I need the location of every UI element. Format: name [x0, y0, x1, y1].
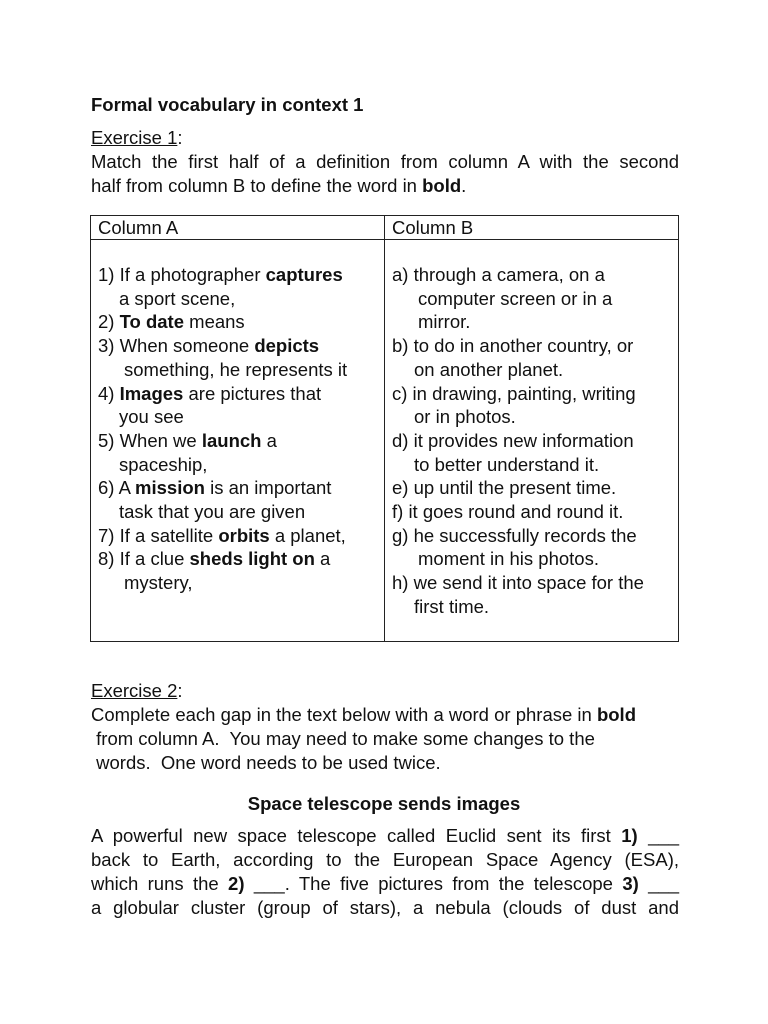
- column-a-item: 4) Images are pictures that: [98, 382, 322, 404]
- story-text: [91, 824, 679, 920]
- story-line: [91, 848, 679, 872]
- column-a-item-cont: mystery,: [124, 572, 193, 594]
- exercise1-instructions: [91, 150, 679, 198]
- exercise2-label: Exercise 2: [91, 680, 178, 701]
- story-line: [91, 872, 679, 896]
- column-b-item: c) in drawing, painting, writing: [392, 382, 636, 404]
- story-text-run: which runs the: [91, 873, 229, 894]
- column-b-item-cont: or in photos.: [414, 406, 516, 428]
- exercise2-line-1: Complete each gap in the text below with a word or phrase in bold: [91, 704, 636, 725]
- exercise1-colon: :: [177, 127, 183, 148]
- column-b-item: h) we send it into space for the: [392, 572, 644, 594]
- story-text-run: ___. The five pictures from the telescope: [244, 873, 623, 894]
- story-text-run: ___: [638, 873, 679, 894]
- exercise1-heading: [91, 127, 183, 149]
- gap-number: 3): [622, 873, 639, 894]
- gap-number: 2): [228, 873, 245, 894]
- story-title: Space telescope sends images: [247, 793, 521, 814]
- matching-table: [90, 215, 679, 642]
- column-a-item: 7) If a satellite orbits a planet,: [98, 524, 346, 546]
- page-title: Formal vocabulary in context 1: [91, 94, 364, 115]
- column-a-cell: [91, 240, 385, 642]
- column-b-item: e) up until the present time.: [392, 477, 617, 499]
- column-b-item: f) it goes round and round it.: [392, 501, 624, 523]
- column-b-item: d) it provides new information: [392, 429, 634, 451]
- exercise2-line-3: words. One word needs to be used twice.: [91, 752, 441, 773]
- column-a-item: 3) When someone depicts: [98, 335, 320, 357]
- column-a-item: 8) If a clue sheds light on a: [98, 548, 331, 570]
- exercise2-line-2: from column A. You may need to make some changes to the: [91, 728, 595, 749]
- column-b-cell: [385, 240, 679, 642]
- column-a-item: 1) If a photographer captures: [98, 264, 343, 285]
- column-b-item: b) to do in another country, or: [392, 335, 634, 357]
- column-a-item-cont: a sport scene,: [119, 287, 236, 309]
- column-a-item: 6) A mission is an important: [98, 477, 332, 499]
- exercise2-heading: [91, 680, 183, 702]
- instruction-line-1: Match the first half of a definition from column A with the second: [91, 151, 679, 172]
- exercise2-instructions: [91, 703, 679, 775]
- exercise2-colon: :: [177, 680, 183, 701]
- instruction-line-2: half from column B to define the word in bold.: [91, 175, 467, 196]
- story-line: [91, 824, 679, 848]
- column-a-item-cont: something, he represents it: [124, 358, 348, 380]
- column-b-item: g) he successfully records the: [392, 524, 637, 546]
- column-b-header: Column B: [385, 216, 679, 240]
- column-a-item-cont: task that you are given: [119, 501, 306, 523]
- column-a-item: 5) When we launch a: [98, 429, 277, 451]
- story-text-run: back to Earth, according to the European Space Agency (ESA),: [91, 849, 679, 870]
- column-b-item-cont: moment in his photos.: [418, 548, 599, 570]
- story-text-run: A powerful new space telescope called Euclid sent its first: [91, 825, 622, 846]
- exercise1-label: Exercise 1: [91, 127, 178, 148]
- column-b-item-cont: first time.: [414, 595, 490, 617]
- column-b-item-cont: on another planet.: [414, 358, 564, 380]
- column-a-item: 2) To date means: [98, 311, 245, 333]
- column-b-item: a) through a camera, on a: [392, 264, 605, 285]
- story-text-run: ___: [637, 825, 679, 846]
- column-b-item-cont: computer screen or in a: [418, 287, 613, 309]
- story-line: [91, 896, 679, 920]
- column-a-header: Column A: [91, 216, 385, 240]
- column-b-item-cont: to better understand it.: [414, 453, 600, 475]
- gap-number: 1): [621, 825, 638, 846]
- column-a-item-cont: you see: [119, 406, 184, 428]
- column-a-item-cont: spaceship,: [119, 453, 208, 475]
- story-text-run: a globular cluster (group of stars), a nebula (clouds of dust and: [91, 897, 679, 918]
- column-b-item-cont: mirror.: [418, 311, 471, 333]
